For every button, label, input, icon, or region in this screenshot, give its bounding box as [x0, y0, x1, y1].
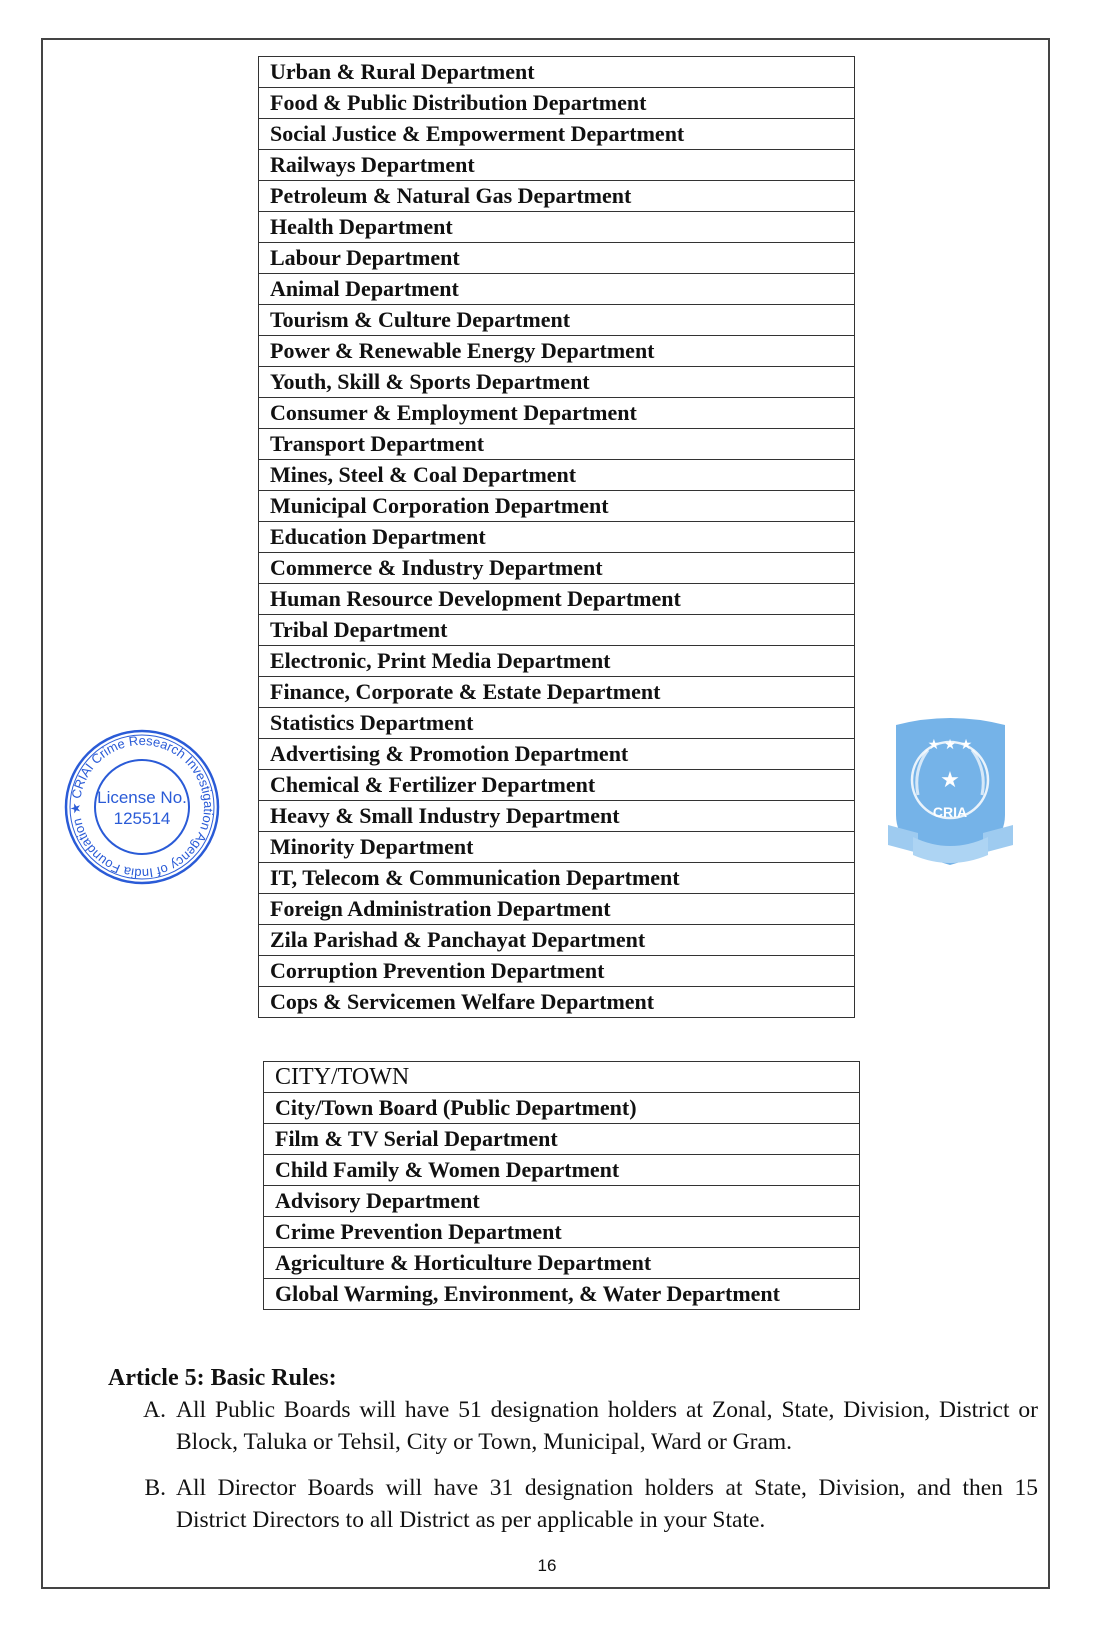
department-name: Railways Department: [259, 150, 855, 181]
table-row: [259, 925, 855, 956]
table-row: [259, 491, 855, 522]
department-name: Education Department: [259, 522, 855, 553]
rule-letter: A.: [143, 1397, 166, 1423]
department-name: Tribal Department: [259, 615, 855, 646]
table-row: [259, 522, 855, 553]
table-row: [259, 119, 855, 150]
city-town-heading-row: [264, 1062, 860, 1093]
table-row: [259, 677, 855, 708]
rule-text: All Public Boards will have 51 designation holders at Zonal, State, Division, District or Block, Taluka or Tehsil, City or Town, Municipal, Ward or Gram.: [176, 1397, 1038, 1455]
department-name: Power & Renewable Energy Department: [259, 336, 855, 367]
department-name: Commerce & Industry Department: [259, 553, 855, 584]
table-row: [264, 1186, 860, 1217]
table-row: [259, 987, 855, 1018]
department-name: Electronic, Print Media Department: [259, 646, 855, 677]
table-row: [259, 894, 855, 925]
table-row: [259, 181, 855, 212]
department-name: Foreign Administration Department: [259, 894, 855, 925]
table-row: [259, 336, 855, 367]
table-row: [259, 615, 855, 646]
table-row: [259, 863, 855, 894]
departments-table: [258, 56, 855, 1018]
department-name: City/Town Board (Public Department): [264, 1093, 860, 1124]
table-row: [264, 1155, 860, 1186]
table-row: [259, 832, 855, 863]
article-5: [108, 1365, 1038, 1550]
department-name: Agriculture & Horticulture Department: [264, 1248, 860, 1279]
table-row: [259, 274, 855, 305]
emblem-text: CRIA: [932, 804, 968, 820]
rule-b: [108, 1472, 1038, 1536]
department-name: Transport Department: [259, 429, 855, 460]
city-town-heading: CITY/TOWN: [264, 1062, 860, 1093]
department-name: Animal Department: [259, 274, 855, 305]
table-row: [259, 801, 855, 832]
table-row: [264, 1279, 860, 1310]
svg-text:★: ★: [940, 767, 960, 792]
table-row: [259, 553, 855, 584]
table-row: [259, 57, 855, 88]
department-name: Petroleum & Natural Gas Department: [259, 181, 855, 212]
department-name: Zila Parishad & Panchayat Department: [259, 925, 855, 956]
svg-text:CRIAI Crime Research Investiga: CRIAI Crime Research Investigation Agency of India Foundation ★: [67, 732, 217, 882]
table-row: [264, 1248, 860, 1279]
table-row: [259, 367, 855, 398]
table-row: [259, 305, 855, 336]
table-row: [259, 150, 855, 181]
department-name: Film & TV Serial Department: [264, 1124, 860, 1155]
department-name: Statistics Department: [259, 708, 855, 739]
table-row: [264, 1093, 860, 1124]
table-row: [259, 646, 855, 677]
license-number: 125514: [113, 809, 171, 828]
department-name: Advertising & Promotion Department: [259, 739, 855, 770]
department-name: Municipal Corporation Department: [259, 491, 855, 522]
department-name: Heavy & Small Industry Department: [259, 801, 855, 832]
department-name: Global Warming, Environment, & Water Department: [264, 1279, 860, 1310]
department-name: Minority Department: [259, 832, 855, 863]
rule-letter: B.: [144, 1475, 166, 1501]
table-row: [259, 956, 855, 987]
table-row: [259, 770, 855, 801]
department-name: Health Department: [259, 212, 855, 243]
license-stamp: [62, 727, 222, 887]
svg-text:★ ★ ★: ★ ★ ★: [927, 738, 973, 753]
emblem-seal: [888, 715, 1013, 875]
department-name: Child Family & Women Department: [264, 1155, 860, 1186]
table-row: [264, 1217, 860, 1248]
department-name: Finance, Corporate & Estate Department: [259, 677, 855, 708]
rule-text: All Director Boards will have 31 designation holders at State, Division, and then 15 District Directors to all District as per applicable in your State.: [176, 1475, 1038, 1533]
department-name: IT, Telecom & Communication Department: [259, 863, 855, 894]
table-row: [259, 398, 855, 429]
table-row: [259, 739, 855, 770]
department-name: Mines, Steel & Coal Department: [259, 460, 855, 491]
department-name: Tourism & Culture Department: [259, 305, 855, 336]
table-row: [264, 1124, 860, 1155]
department-name: Corruption Prevention Department: [259, 956, 855, 987]
department-name: Youth, Skill & Sports Department: [259, 367, 855, 398]
table-row: [259, 584, 855, 615]
license-label: License No.: [97, 788, 187, 807]
department-name: Urban & Rural Department: [259, 57, 855, 88]
department-name: Labour Department: [259, 243, 855, 274]
table-row: [259, 243, 855, 274]
table-row: [259, 429, 855, 460]
table-row: [259, 460, 855, 491]
department-name: Advisory Department: [264, 1186, 860, 1217]
department-name: Food & Public Distribution Department: [259, 88, 855, 119]
article-title: Article 5: Basic Rules:: [108, 1365, 337, 1391]
department-name: Chemical & Fertilizer Department: [259, 770, 855, 801]
department-name: Consumer & Employment Department: [259, 398, 855, 429]
department-name: Human Resource Development Department: [259, 584, 855, 615]
rule-a: [108, 1394, 1038, 1458]
table-row: [259, 708, 855, 739]
city-town-table: [263, 1061, 860, 1310]
table-row: [259, 212, 855, 243]
table-row: [259, 88, 855, 119]
department-name: Social Justice & Empowerment Department: [259, 119, 855, 150]
department-name: Crime Prevention Department: [264, 1217, 860, 1248]
page-number: 16: [537, 1556, 557, 1575]
department-name: Cops & Servicemen Welfare Department: [259, 987, 855, 1018]
